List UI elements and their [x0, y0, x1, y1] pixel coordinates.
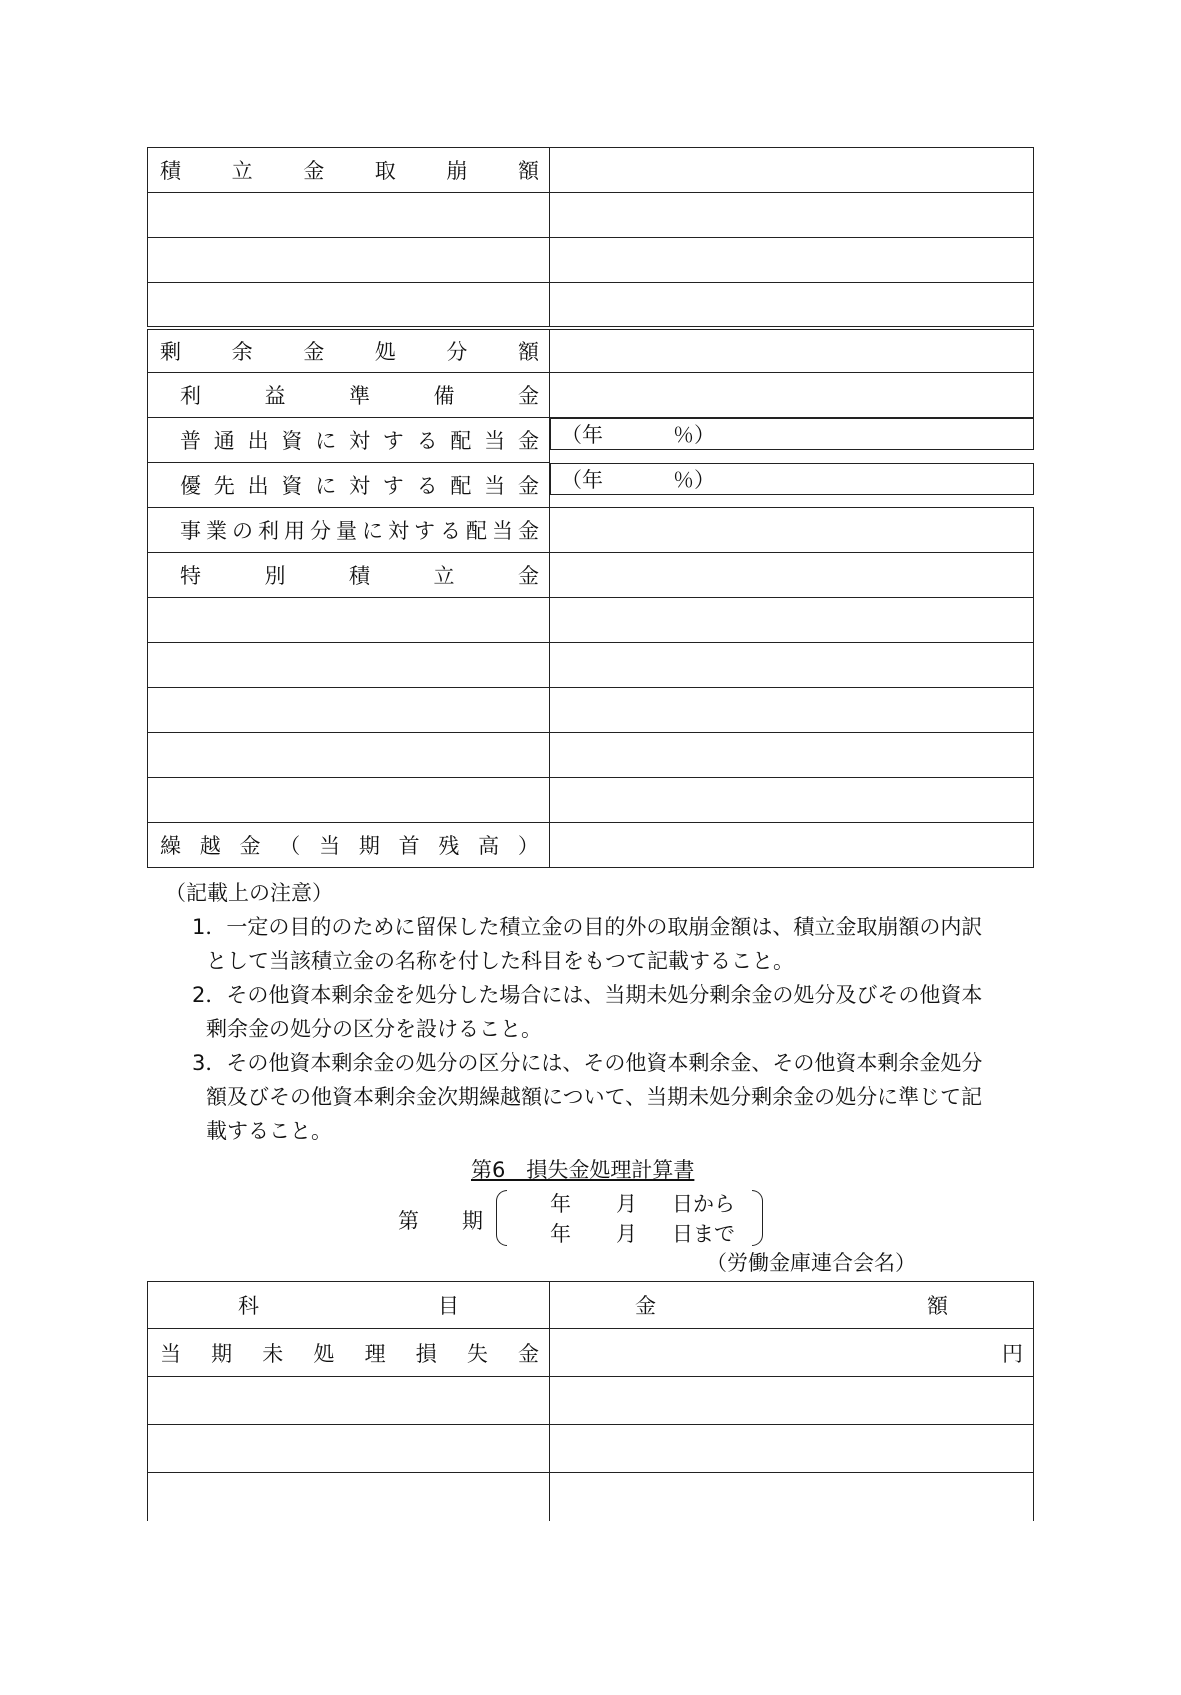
- blank-cell: [550, 778, 1034, 823]
- blank-cell: [148, 688, 550, 733]
- organization-name: （労働金庫連合会名）: [706, 1251, 916, 1275]
- notes-heading: （記載上の注意）: [165, 881, 333, 905]
- blank-cell: [550, 688, 1034, 733]
- blank-cell: [148, 598, 550, 643]
- blank-cell: [550, 598, 1034, 643]
- blank-cell: [550, 643, 1034, 688]
- blank-cell: [148, 1425, 550, 1473]
- blank-cell: [550, 1473, 1034, 1521]
- blank-cell: [148, 778, 550, 823]
- period-ki: 期: [462, 1209, 483, 1233]
- amount-cell: [550, 148, 1034, 193]
- note-item-1: 1．一定の目的のために留保した積立金の目的外の取崩金額は、積立金取崩額の内訳 として当該積立金の名称を付した科目をもつて記載すること。: [192, 915, 983, 973]
- dividend-rate-cell: （年 ％）: [550, 418, 1034, 450]
- blank-cell: [550, 1377, 1034, 1425]
- blank-cell: [148, 193, 550, 238]
- blank-cell: [148, 643, 550, 688]
- blank-cell: [550, 283, 1034, 328]
- row-unprocessed-loss-label: 当 期 未 処 理 損 失 金: [148, 1329, 550, 1377]
- period-dai: 第: [398, 1209, 419, 1233]
- amount-cell: [550, 553, 1034, 598]
- right-bracket: [752, 1190, 763, 1246]
- blank-cell: [550, 193, 1034, 238]
- period-from-line: 年 月 日から: [550, 1192, 735, 1216]
- yen-cell: 円: [550, 1329, 1034, 1377]
- loss-processing-table: [147, 1281, 1034, 1521]
- note-item-2: 2．その他資本剰余金を処分した場合には、当期未処分剰余金の処分及びその他資本 剰余金の処分の区分を設けること。: [192, 983, 983, 1041]
- blank-cell: [148, 238, 550, 283]
- blank-cell: [148, 733, 550, 778]
- row-preferred-dividend-label: 優 先 出 資 に 対 す る 配 当 金: [148, 463, 550, 508]
- row-reserve-reversal-label: 積 立 金 取 崩 額: [148, 148, 550, 193]
- amount-cell: [550, 373, 1034, 418]
- period-block: [398, 1188, 768, 1248]
- blank-cell: [550, 733, 1034, 778]
- amount-cell: [550, 823, 1034, 868]
- surplus-appropriation-table: [147, 147, 1034, 868]
- dividend-rate-cell: （年 ％）: [550, 463, 1034, 495]
- row-legal-reserve-label: 利 益 準 備 金: [148, 373, 550, 418]
- blank-cell: [148, 1473, 550, 1521]
- note-item-3: 3．その他資本剰余金の処分の区分には、その他資本剰余金、その他資本剰余金処分 額及びその他資本剰余金次期繰越額について、当期未処分剰余金の処分に準じて記 載すること。: [192, 1051, 983, 1143]
- blank-cell: [148, 283, 550, 328]
- row-appropriation-label: 剰 余 金 処 分 額: [148, 328, 550, 373]
- row-carryforward-label: 繰 越 金 （ 当 期 首 残 高 ）: [148, 823, 550, 868]
- blank-cell: [550, 1425, 1034, 1473]
- amount-cell: [550, 328, 1034, 373]
- left-bracket: [496, 1190, 507, 1246]
- row-patronage-dividend-label: 事 業 の 利 用 分 量 に 対 す る 配 当 金: [148, 508, 550, 553]
- row-common-dividend-label: 普 通 出 資 に 対 す る 配 当 金: [148, 418, 550, 463]
- header-amount: 金 額: [550, 1282, 1034, 1329]
- header-item: 科 目: [148, 1282, 550, 1329]
- row-special-reserve-label: 特 別 積 立 金: [148, 553, 550, 598]
- blank-cell: [148, 1377, 550, 1425]
- amount-cell: [550, 508, 1034, 553]
- blank-cell: [550, 238, 1034, 283]
- period-to-line: 年 月 日まで: [550, 1222, 735, 1246]
- notes-section: [165, 876, 983, 1143]
- section-title: 第6 損失金処理計算書: [471, 1158, 695, 1182]
